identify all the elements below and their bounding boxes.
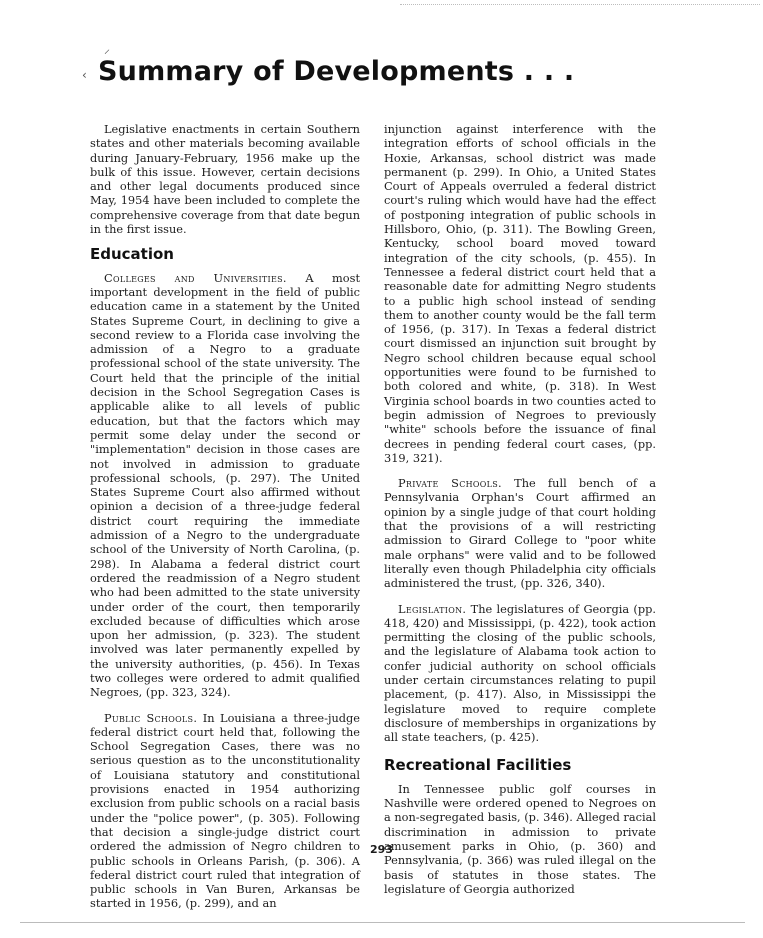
- paragraph-legislation-text: The legislatures of Georgia (pp. 418, 420) and Mississippi, (p. 422), took action permitting the closing of the public schools, and the legislature of Alabama took action to confer judicial authority on school officials under certain circumstances relating to pupil placement, (p. 417). Also, in Mississippi the legislature moved to require complete disclosure of memberships in organizations by all state teachers, (p. 425).: [384, 601, 656, 745]
- paragraph-public-schools-continued: injunction against interference with the integration efforts of school officials in the Hoxie, Arkansas, school district was made permanent (p. 299). In Ohio, a United States Court of Appeals overruled a federal district court's ruling which would have had the effect of postponing integration of public schools in Hillsboro, Ohio, (p. 311). The Bowling Green, Kentucky, school board moved toward integration of the city schools, (p. 455). In Tennessee a federal district court held that a reasonable date for admitting Negro students to a public high school instead of sending them to another county would be the fall term of 1956, (p. 317). In Texas a federal district court dismissed an injunction suit brought by Negro school children because equal school opportunities were found to be furnished to both colored and white, (p. 318). In West Virginia school boards in two counties acted to begin admission of Negroes to previously "white" schools before the issuance of final decrees in pending federal court cases, (pp. 319, 321).: [384, 122, 656, 465]
- subsection-label-public-schools: Public Schools.: [104, 710, 198, 725]
- section-heading-education: Education: [90, 245, 174, 264]
- top-dotted-rule: [400, 4, 760, 5]
- subsection-label-legislation: Legislation.: [398, 601, 467, 616]
- scan-mark: ⸝: [104, 42, 111, 56]
- page-number: 293: [370, 843, 393, 856]
- subsection-label-colleges: Colleges and Universities.: [104, 270, 287, 285]
- section-heading-recreational: Recreational Facilities: [384, 756, 572, 775]
- paragraph-public-schools: [90, 711, 360, 911]
- paragraph-private-schools: [384, 476, 656, 590]
- right-column: [384, 122, 656, 907]
- intro-paragraph: Legislative enactments in certain Southern states and other materials becoming available during January-February, 1956 make up the bulk of this issue. However, certain decisions and other legal documents produced since May, 1954 have been included to complete the comprehensive coverage from that date begun in the first issue.: [90, 122, 360, 237]
- paragraph-private-schools-text: The full bench of a Pennsylvania Orphan's Court affirmed an opinion by a single judge of that court holding that the provisions of a will restricting admission to Girard College to "poor white male orphans" were valid and to be followed literally even though Philadelphia city officials administered the trust, (pp. 326, 340).: [384, 476, 657, 591]
- paragraph-colleges: [90, 271, 360, 700]
- bottom-rule: [20, 922, 745, 923]
- left-column: [90, 122, 360, 922]
- page-title: Summary of Developments . . .: [98, 56, 575, 87]
- paragraph-colleges-text: A most important development in the field of public education came in a statement by the United States Supreme Court, in declining to give a second review to a Florida case involving the admission of a Negro to a graduate professional school of the state university. The Court held that the principle of the initial decision in the School Segregation Cases is applicable alike to all levels of public education, but that the factors which may permit some delay under the second or "implementation" decision in those cases are not involved in admission to graduate professional schools, (p. 297). The United States Supreme Court also affirmed without opinion a decision of a three-judge federal district court requiring the immediate admission of a Negro to the undergraduate school of the University of North Carolina, (p. 298). In Alabama a federal district court ordered the readmission of a Negro student who had been admitted to the state university under order of the court, then temporarily excluded because of difficulties which arose upon her admission, (p. 323). The student involved was later permanently expelled by the university authorities, (p. 456). In Texas two colleges were ordered to admit qualified Negroes, (pp. 323, 324).: [90, 270, 361, 700]
- scan-mark: ‹: [82, 68, 87, 82]
- paragraph-recreational: In Tennessee public golf courses in Nashville were ordered opened to Negroes on a non-segregated basis, (p. 346). Alleged racial discrimination in admission to private amusement parks in Ohio, (p. 360) and Pennsylvania, (p. 366) was ruled illegal on the basis of statutes in those states. The legislature of Georgia authorized: [384, 781, 656, 896]
- subsection-label-private-schools: Private Schools.: [398, 476, 502, 491]
- paragraph-legislation: [384, 602, 656, 745]
- paragraph-public-schools-text: In Louisiana a three-judge federal district court held that, following the School Segregation Cases, there was no serious question as to the unconstitutionality of Louisiana statutory and constitutional provisions enacted in 1954 authorizing exclusion from public schools on a racial basis under the "police power", (p. 305). Following that decision a single-judge district court ordered the admission of Negro children to public schools in Orleans Parish, (p. 306). A federal district court ruled that integration of public schools in Van Buren, Arkansas be started in 1956, (p. 299), and an: [90, 710, 361, 911]
